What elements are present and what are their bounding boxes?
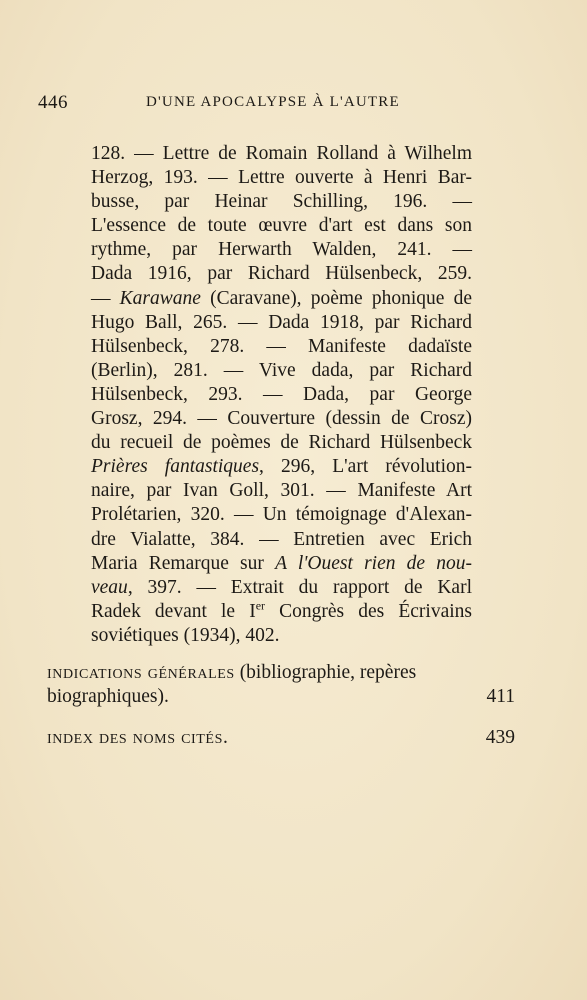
entry-line: Hülsenbeck, 293. — Dada, par George	[91, 383, 472, 405]
running-head	[38, 92, 548, 116]
entry-line: Hugo Ball, 265. — Dada 1918, par Richard	[91, 311, 472, 333]
page-number: 446	[38, 92, 68, 113]
table-of-contents-entry	[91, 142, 472, 648]
toc-page-number: 411	[486, 686, 515, 708]
entry-line: dre Vialatte, 384. — Entretien avec Erich	[91, 528, 472, 550]
entry-line	[91, 287, 472, 311]
entry-text: Congrès des Écrivains	[265, 600, 472, 622]
entry-line: du recueil de poèmes de Richard Hülsenbeck	[91, 432, 472, 454]
toc-row-indications	[47, 661, 517, 709]
toc-line: biographiques).	[47, 686, 169, 708]
entry-line: naire, par Ivan Goll, 301. — Manifeste Art	[91, 480, 472, 502]
entry-line: busse, par Heinar Schilling, 196. —	[91, 191, 472, 213]
entry-line: soviétiques (1934), 402.	[91, 624, 280, 646]
italic-title-prieres: Prières fantastiques	[91, 456, 260, 478]
italic-title-ouest: A l'Ouest rien de nou-	[275, 552, 473, 574]
toc-label: index des noms cités.	[47, 727, 229, 748]
toc-page-number: 439	[485, 727, 515, 748]
entry-line: Grosz, 294. — Couverture (dessin de Crosz)	[91, 408, 472, 430]
italic-title-ouest-end: veau	[91, 576, 128, 598]
toc-label: indications générales	[47, 662, 235, 683]
entry-text: , 296, L'art révolution-	[259, 456, 472, 478]
entry-line	[91, 455, 472, 479]
entry-line: rythme, par Herwarth Walden, 241. —	[91, 239, 472, 261]
running-title: D'UNE APOCALYPSE À L'AUTRE	[146, 94, 400, 110]
entry-line	[91, 576, 472, 600]
entry-line: (Berlin), 281. — Vive dada, par Richard	[91, 359, 472, 381]
toc-text: (bibliographie, repères	[234, 662, 417, 683]
toc-line	[47, 661, 517, 685]
dash-text: —	[91, 287, 120, 309]
entry-line: L'essence de toute œuvre d'art est dans son	[91, 215, 472, 237]
entry-line: Herzog, 193. — Lettre ouverte à Henri Bar-	[91, 167, 472, 189]
entry-line: Hülsenbeck, 278. — Manifeste dadaïste	[91, 335, 472, 357]
toc-row-index	[47, 726, 517, 750]
superscript: er	[255, 598, 266, 613]
entry-line: 128. — Lettre de Romain Rolland à Wilhelm	[91, 143, 472, 164]
entry-line: Dada 1916, par Richard Hülsenbeck, 259.	[91, 263, 472, 285]
entry-text: (Caravane), poème phonique de	[200, 287, 472, 309]
entry-text: Maria Remarque sur	[91, 552, 276, 574]
entry-line: Prolétarien, 320. — Un témoignage d'Alexan-	[91, 504, 472, 526]
entry-text: , 397. — Extrait du rapport de Karl	[127, 576, 472, 598]
entry-text: Radek devant le I	[91, 600, 256, 622]
italic-title-karawane: Karawane	[119, 287, 201, 309]
entry-line	[91, 600, 472, 624]
entry-line	[91, 552, 472, 576]
